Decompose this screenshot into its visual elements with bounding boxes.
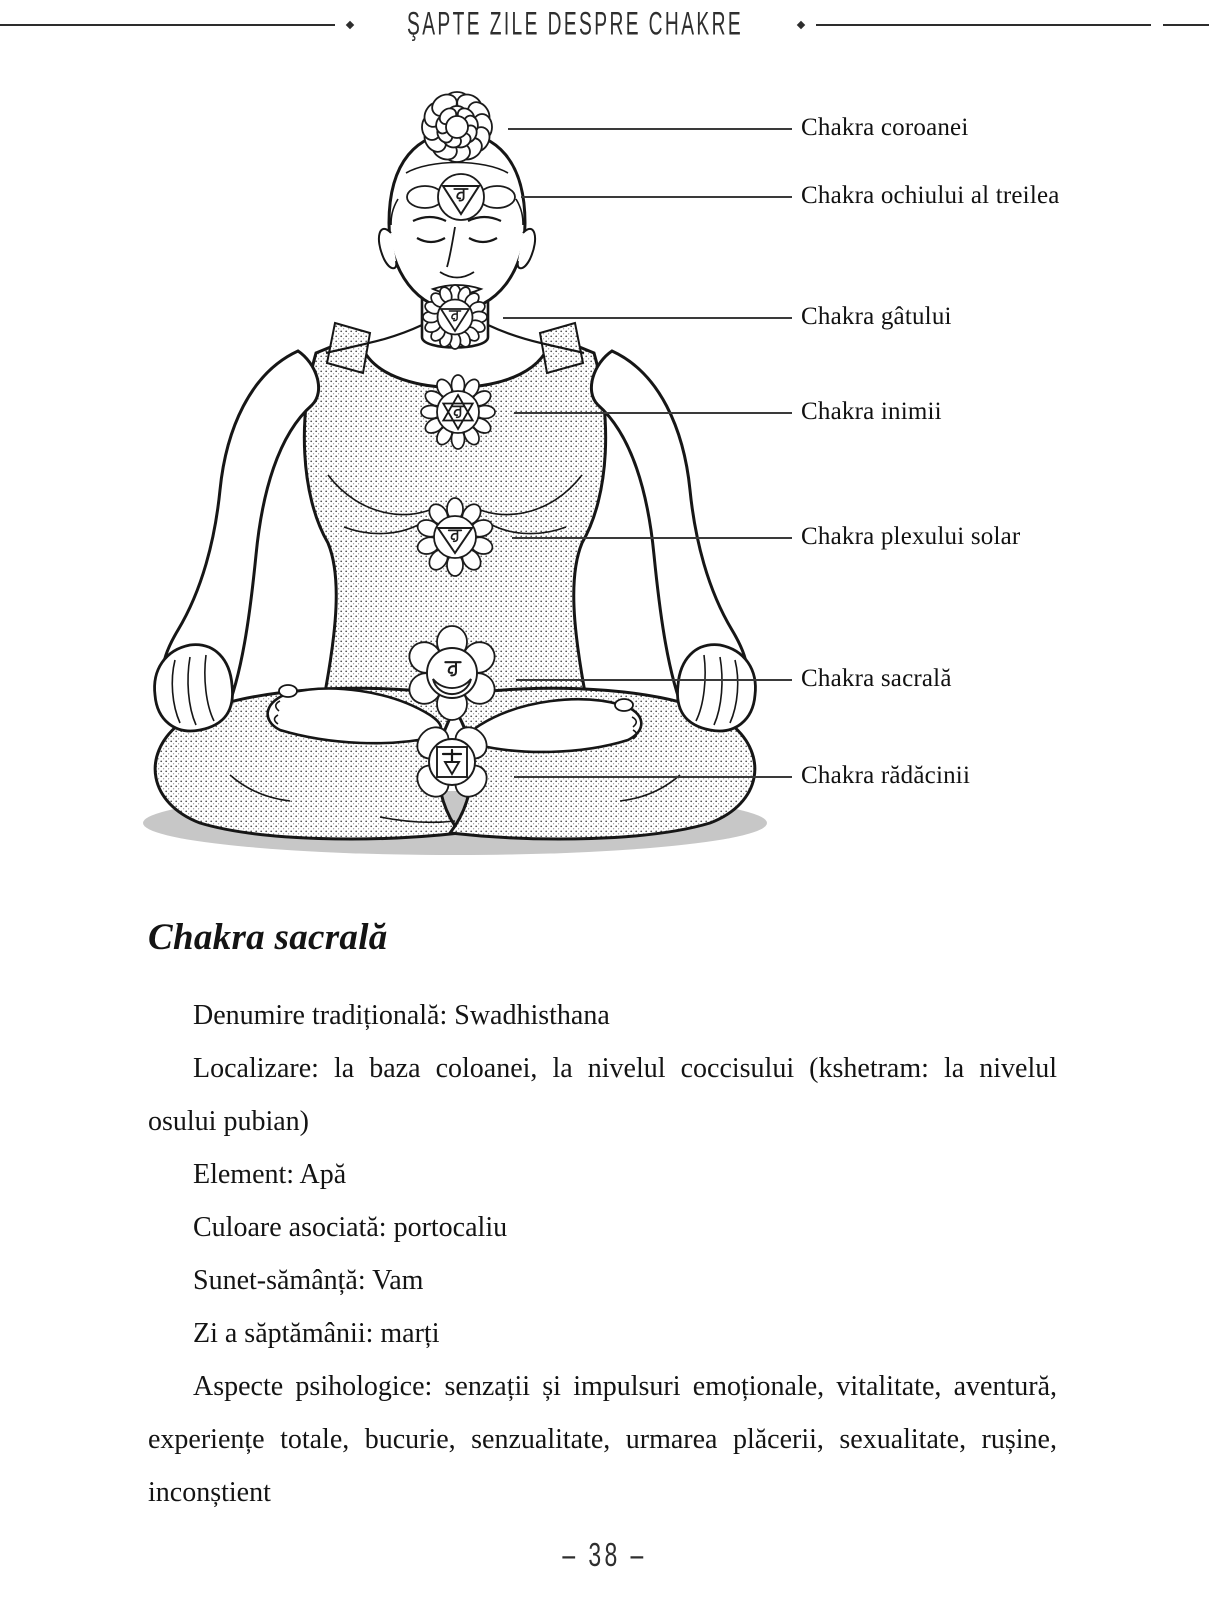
- paragraph-traditional-name: Denumire tradițională: Swadhisthana: [193, 1000, 610, 1031]
- header-title: ŞAPTE ZILE DESPRE CHAKRE: [407, 6, 744, 43]
- header-rule-edge: [1163, 24, 1209, 26]
- paragraph-weekday: Zi a săptămânii: marți: [193, 1318, 440, 1349]
- throat-chakra-icon: [423, 285, 487, 349]
- page-header: [0, 8, 1209, 42]
- paragraph-seed-sound: Sunet-sămânță: Vam: [193, 1265, 424, 1296]
- chakra-label-crown: Chakra coroanei: [801, 114, 969, 141]
- chakra-label-heart: Chakra inimii: [801, 398, 942, 425]
- header-diamond-right-icon: [796, 21, 804, 29]
- chakra-figure-illustration: [130, 75, 780, 860]
- chakra-label-root: Chakra rădăcinii: [801, 762, 971, 789]
- left-big-toe: [279, 685, 297, 697]
- chakra-label-sacral: Chakra sacrală: [801, 665, 952, 692]
- chakra-label-solar-plexus: Chakra plexului solar: [801, 523, 1021, 550]
- header-rule-right: [816, 24, 1151, 26]
- section-heading: Chakra sacrală: [148, 917, 388, 958]
- leader-line-root: [514, 776, 792, 778]
- page-number: – 38 –: [562, 1536, 647, 1574]
- paragraph-psychological-aspects: Aspecte psihologice: senzații și impulsuri emoționale, vitalitate, aventură, experiențe totale, bucurie, senzualitate, urmarea plăcerii, sexualitate, rușine, inconștient: [148, 1371, 1057, 1508]
- leader-line-crown: [508, 128, 792, 130]
- leader-line-solar-plexus: [512, 537, 792, 539]
- leader-line-third-eye: [521, 196, 792, 198]
- leader-line-throat: [503, 317, 792, 319]
- meditating-person-drawing: [130, 75, 780, 860]
- chakra-label-third-eye: Chakra ochiului al treilea: [801, 182, 1060, 209]
- paragraph-element: Element: Apă: [193, 1159, 347, 1190]
- section-text: [148, 916, 1057, 1519]
- page-footer: [0, 1536, 1209, 1574]
- chakra-label-throat: Chakra gâtului: [801, 303, 952, 330]
- paragraph-localization: Localizare: la baza coloanei, la nivelul coccisului (kshetram: la nivelul osului pubian): [148, 1053, 1057, 1137]
- leader-line-sacral: [516, 679, 792, 681]
- header-diamond-left-icon: [346, 21, 354, 29]
- header-rule-left: [0, 24, 335, 26]
- leader-line-heart: [514, 412, 792, 414]
- right-big-toe: [615, 699, 633, 711]
- paragraph-color: Culoare asociată: portocaliu: [193, 1212, 508, 1243]
